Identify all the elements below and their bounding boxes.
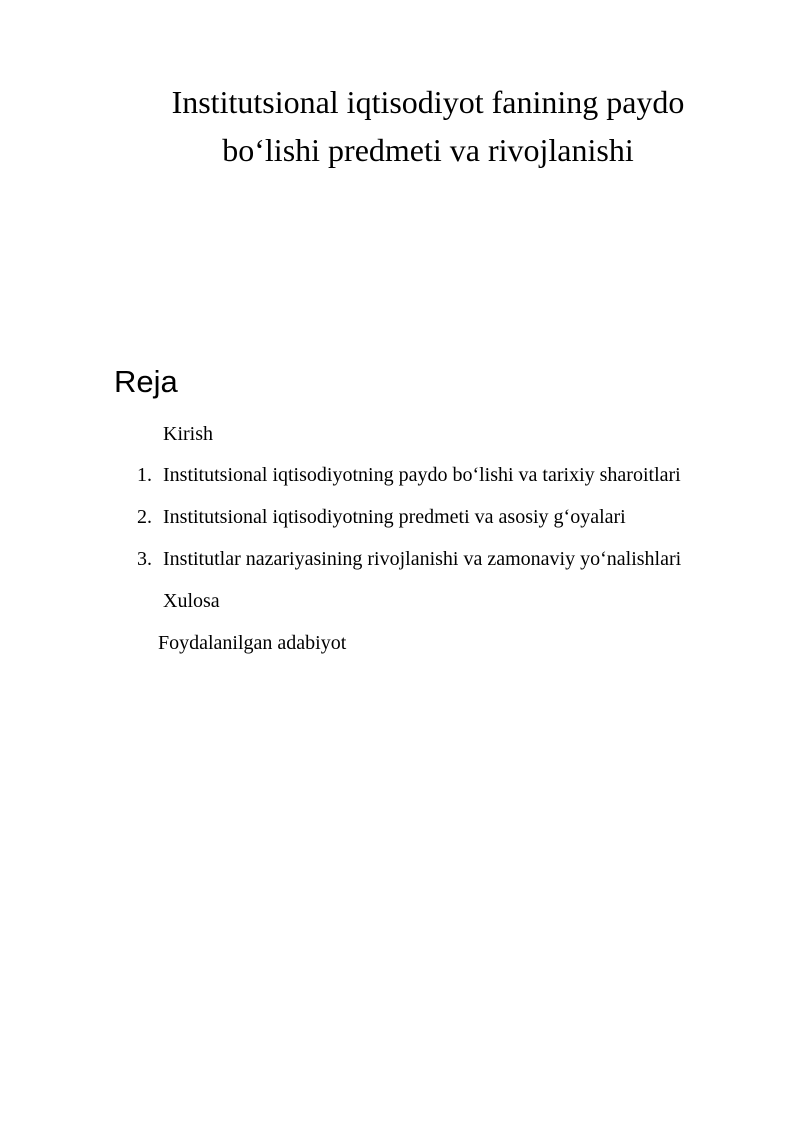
toc-item-number: 1. bbox=[137, 464, 152, 486]
toc-intro: Kirish bbox=[163, 423, 213, 445]
title-line-2: bo‘lishi predmeti va rivojlanishi bbox=[222, 132, 634, 168]
toc-item-text: Institutlar nazariyasining rivojlanishi va zamonaviy yo‘nalishlari bbox=[163, 548, 682, 570]
toc-item-text: Institutsional iqtisodiyotning predmeti va asosiy g‘oyalari bbox=[163, 506, 626, 528]
plan-heading: Reja bbox=[114, 364, 178, 399]
toc-conclusion: Xulosa bbox=[163, 590, 220, 612]
toc-references: Foydalanilgan adabiyot bbox=[158, 632, 347, 654]
title-line-1: Institutsional iqtisodiyot fanining paydo bbox=[171, 84, 685, 120]
toc-item-number: 2. bbox=[137, 506, 152, 528]
toc-item-text: Institutsional iqtisodiyotning paydo bo‘lishi va tarixiy sharoitlari bbox=[163, 464, 681, 486]
toc-item-number: 3. bbox=[137, 548, 152, 570]
document-title bbox=[120, 78, 736, 174]
